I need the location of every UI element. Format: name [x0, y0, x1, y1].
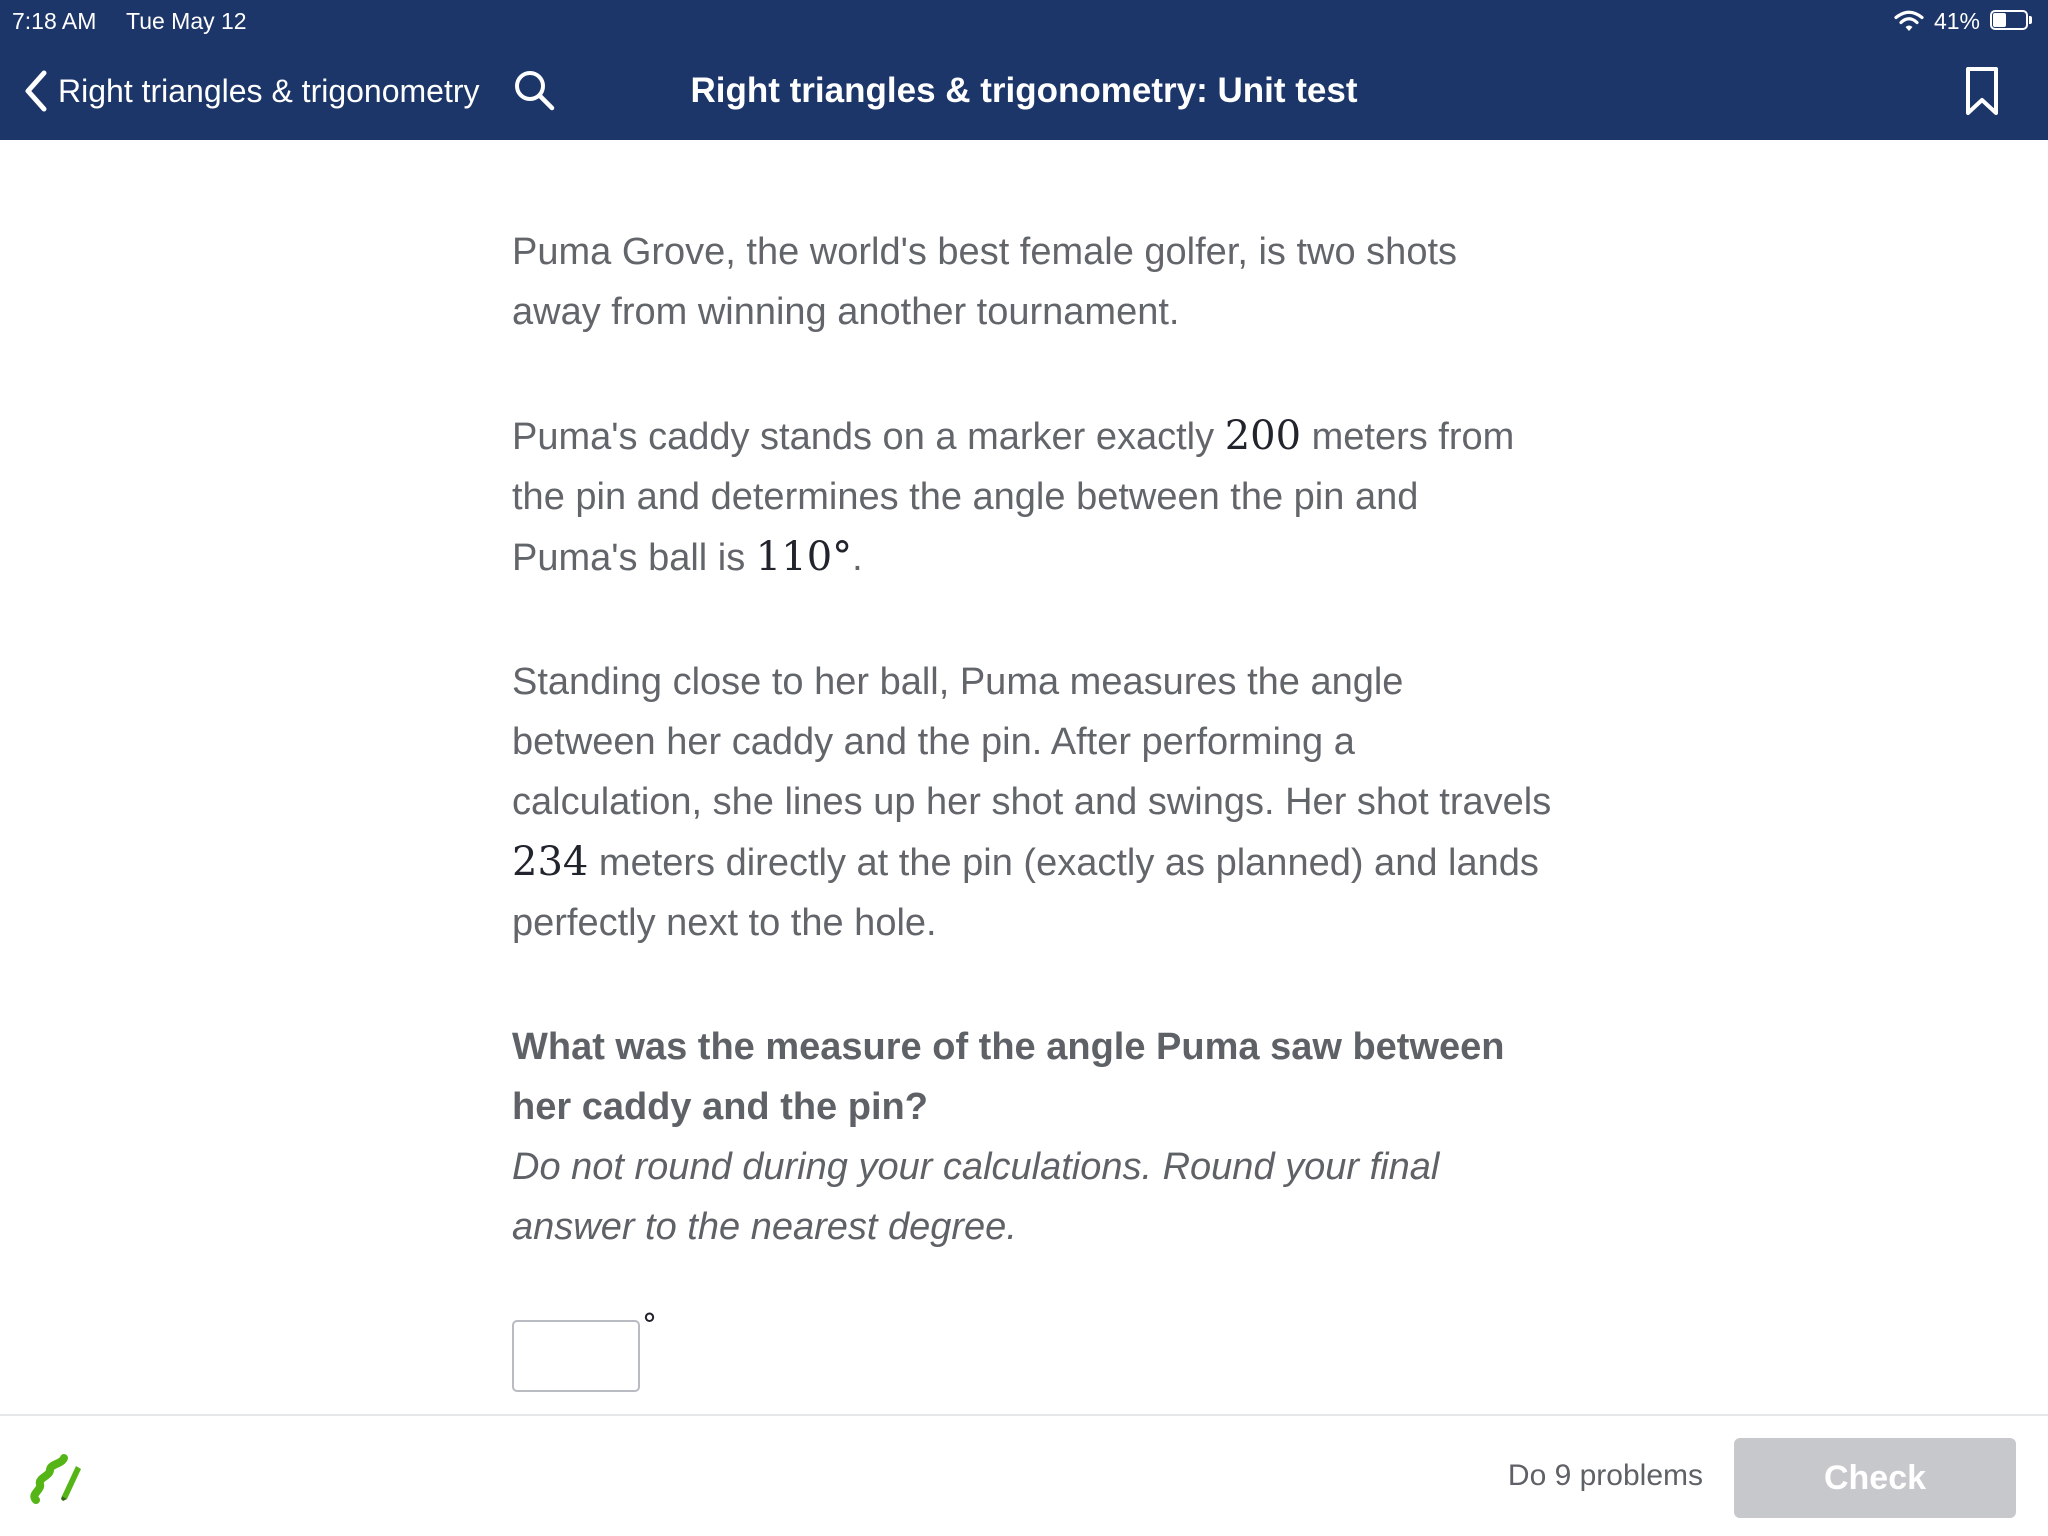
- shot-distance-value: 234: [512, 839, 589, 885]
- problem-paragraph-3: [512, 652, 1552, 953]
- status-right: [1894, 6, 2034, 36]
- answer-row: [512, 1308, 657, 1392]
- bookmark-icon[interactable]: [1964, 66, 2000, 116]
- bottom-bar: [0, 1414, 2048, 1536]
- question-text: What was the measure of the angle Puma saw between her caddy and the pin?: [512, 1026, 1505, 1128]
- status-time: 7:18 AM: [12, 8, 97, 34]
- problems-count: Do 9 problems: [1507, 1459, 1703, 1492]
- rounding-instructions: Do not round during your calculations. Round your final answer to the nearest degree.: [512, 1146, 1440, 1248]
- paragraph-2-text-c: .: [852, 537, 863, 579]
- back-button[interactable]: [22, 66, 480, 116]
- degree-symbol: °: [642, 1308, 657, 1343]
- problem-content: [512, 222, 1552, 1257]
- paragraph-2-text-a: Puma's caddy stands on a marker exactly: [512, 416, 1225, 458]
- paragraph-3-text-b: meters directly at the pin (exactly as planned) and lands perfectly next to the hole.: [512, 842, 1539, 944]
- chevron-left-icon: [22, 68, 50, 114]
- angle-value: 110°: [755, 534, 853, 580]
- back-button-label: Right triangles & trigonometry: [58, 73, 480, 109]
- answer-input[interactable]: [512, 1320, 640, 1392]
- battery-icon: [1990, 10, 2034, 32]
- battery-percentage: 41%: [1933, 7, 1980, 34]
- problem-paragraph-2: [512, 406, 1552, 588]
- paragraph-2-text-b: meters from the pin and determines the angle between the pin and Puma's ball is: [512, 416, 1515, 579]
- scratchpad-icon[interactable]: [28, 1450, 84, 1508]
- page-title: Right triangles & trigonometry: Unit test: [690, 71, 1358, 110]
- top-bar: [0, 0, 2048, 140]
- check-button[interactable]: Check: [1734, 1438, 2016, 1518]
- paragraph-3-text-a: Standing close to her ball, Puma measures the angle between her caddy and the pin. After performing a calculation, she lines up her shot and swings. Her shot travels: [512, 661, 1552, 823]
- search-icon[interactable]: [512, 68, 556, 112]
- problem-paragraph-1: Puma Grove, the world's best female golfer, is two shots away from winning another tournament.: [512, 231, 1458, 333]
- status-date: Tue May 12: [126, 8, 247, 34]
- distance-value: 200: [1224, 413, 1302, 459]
- wifi-icon: [1894, 9, 1924, 33]
